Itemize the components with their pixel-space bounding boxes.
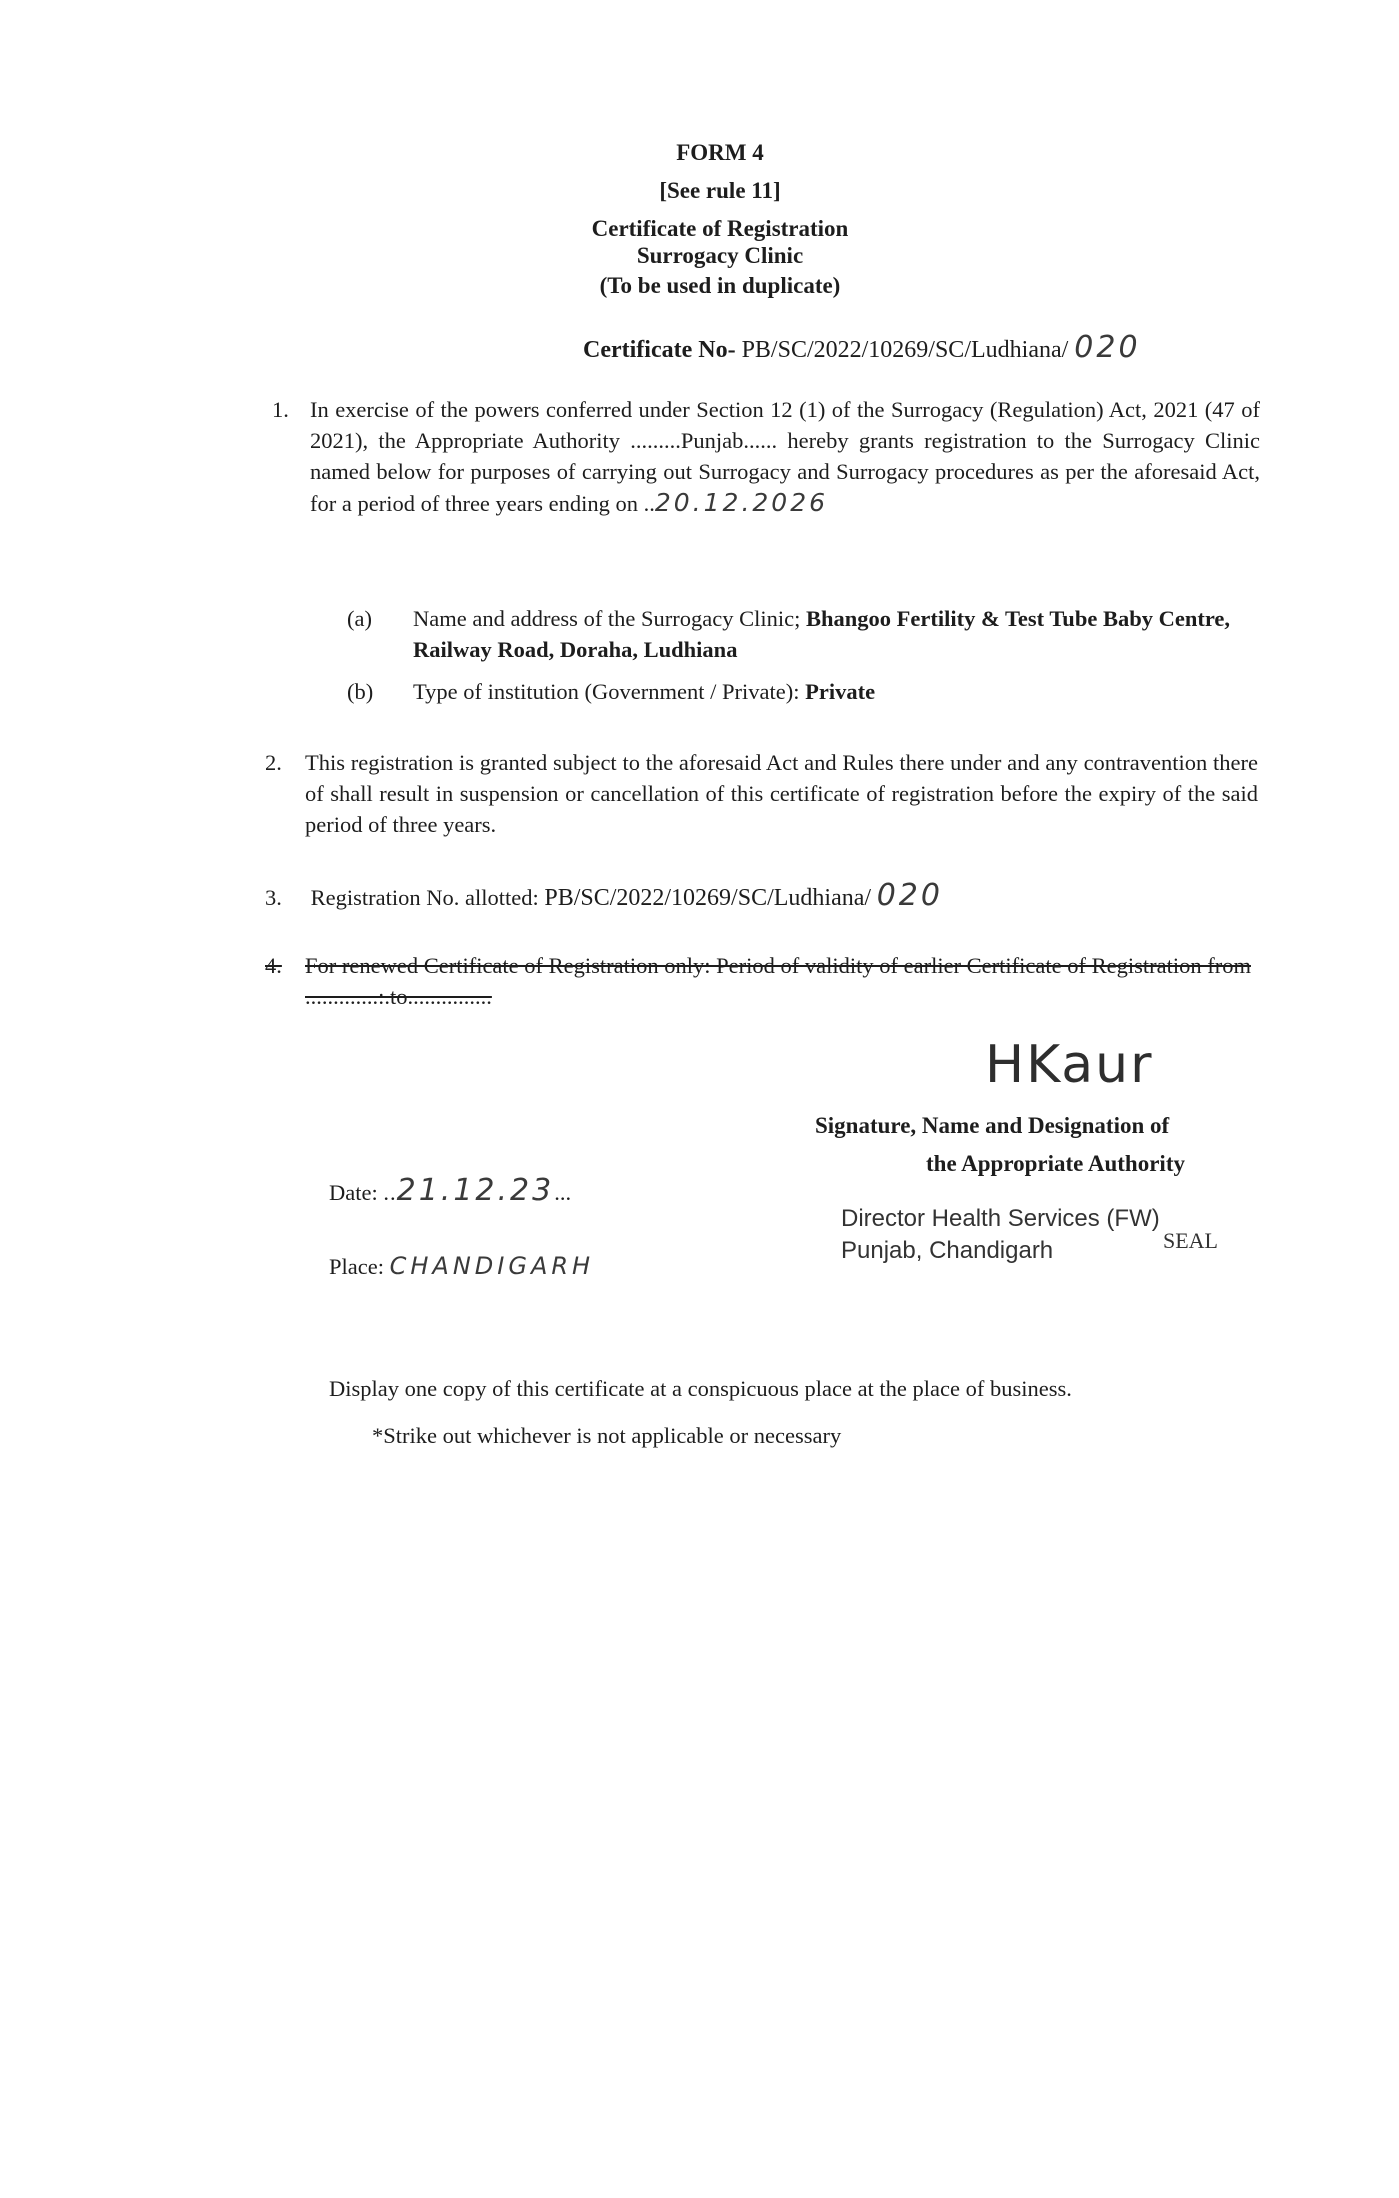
display-note: Display one copy of this certificate at a conspicuous place at the place of business. — [329, 1376, 1072, 1401]
paragraph-4-number: 4. — [265, 953, 282, 978]
handwritten-end-date: 20.12.2026 — [654, 488, 829, 517]
stamp-location: Punjab, Chandigarh — [841, 1237, 1054, 1264]
certificate-subtitle: Surrogacy Clinic — [636, 243, 804, 268]
signature-caption-line-2: the Appropriate Authority — [926, 1151, 1185, 1176]
item-a-label: (a) — [347, 606, 372, 631]
paragraph-2-number: 2. — [265, 750, 282, 775]
paragraph-3 — [265, 880, 1258, 914]
paragraph-4 — [265, 950, 1258, 1012]
form-title: FORM 4 — [676, 140, 764, 165]
paragraph-1-number: 1. — [272, 397, 289, 422]
item-b — [347, 676, 1259, 707]
seal-label: SEAL — [1163, 1228, 1218, 1253]
date-label: Date: — [329, 1180, 378, 1205]
handwritten-date: 21.12.23 — [396, 1173, 555, 1208]
paragraph-3-number: 3. — [265, 885, 282, 910]
signature-caption-line-1: Signature, Name and Designation of — [815, 1113, 1170, 1138]
paragraph-2 — [265, 747, 1258, 840]
rule-reference: [See rule 11] — [659, 178, 781, 203]
paragraph-3-text: Registration No. allotted: — [310, 885, 539, 910]
paragraph-1-text: In exercise of the powers conferred under Section 12 (1) of the Surrogacy (Regulation) Act, 2021 (47 of 2021), the Appropriate Authority .........Punjab...... hereby grants registration to the Surrogacy Clinic named below for purposes of carrying out Surrogacy and Surrogacy procedures as per the aforesaid Act, for a period of three years ending on .. — [310, 397, 1260, 516]
paragraph-4-text: For renewed Certificate of Registration only: Period of validity of earlier Certificate of Registration from .............:.to............... — [305, 953, 1251, 1009]
strike-note: *Strike out whichever is not applicable or necessary — [372, 1423, 842, 1448]
certificate-number-line — [583, 330, 1141, 365]
clinic-name-address: Bhangoo Fertility & Test Tube Baby Centre, Railway Road, Doraha, Ludhiana — [413, 606, 1231, 662]
paragraph-1 — [272, 394, 1260, 519]
handwritten-place: CHANDIGARH — [389, 1252, 595, 1280]
paragraph-2-text: This registration is granted subject to the aforesaid Act and Rules there under and any contravention there of shall result in suspension or cancellation of this certificate of registration before the expiry of the said period of three years. — [305, 750, 1258, 837]
certificate-number: PB/SC/2022/10269/SC/Ludhiana/ — [741, 337, 1069, 363]
certificate-number-handwritten: 020 — [1074, 330, 1141, 365]
item-b-text: Type of institution (Government / Private): — [413, 679, 800, 704]
institution-type: Private — [805, 679, 876, 704]
place-line — [329, 1251, 594, 1282]
duplicate-note: (To be used in duplicate) — [599, 273, 841, 298]
certificate-title: Certificate of Registration — [591, 216, 849, 241]
date-line: Date: ..21.12.23... — [329, 1173, 572, 1208]
item-b-label: (b) — [347, 679, 374, 704]
item-a-text: Name and address of the Surrogacy Clinic; — [413, 606, 801, 631]
certificate-number-label: Certificate No- — [583, 337, 736, 363]
registration-number-handwritten: 020 — [876, 878, 943, 913]
registration-number: PB/SC/2022/10269/SC/Ludhiana/ — [544, 885, 872, 911]
stamp-designation: Director Health Services (FW) — [841, 1205, 1160, 1232]
item-a — [347, 603, 1259, 665]
handwritten-signature: HKaur — [985, 1035, 1154, 1095]
place-label: Place: — [329, 1254, 384, 1279]
